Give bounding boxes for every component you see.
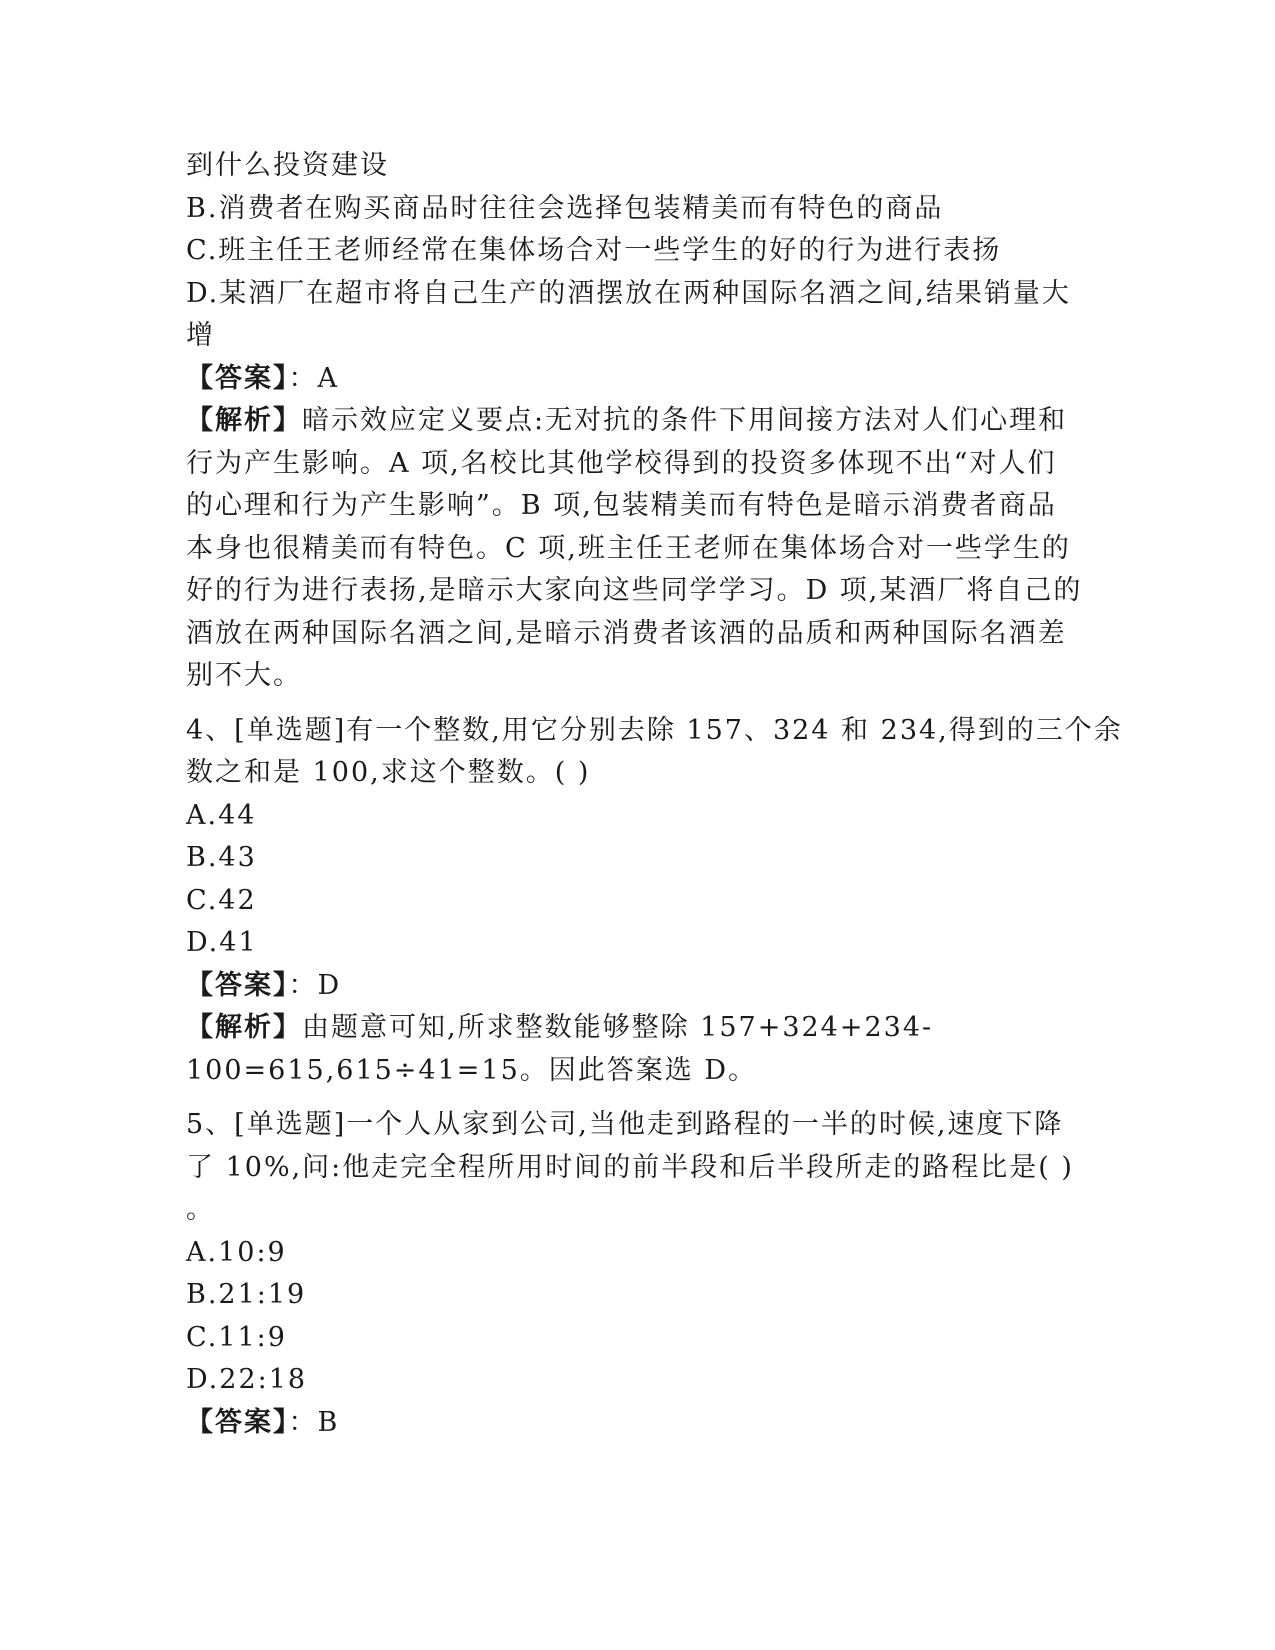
analysis-label: 【解析】 bbox=[186, 1012, 302, 1043]
option-d-continuation: 增 bbox=[186, 320, 215, 351]
analysis-text: 酒放在两种国际名酒之间,是暗示消费者该酒的品质和两种国际名酒差 bbox=[186, 617, 1067, 649]
answer-value: ：B bbox=[288, 1406, 340, 1438]
previous-question-section bbox=[186, 145, 1086, 698]
analysis-text: 100=615,615÷41=15。因此答案选 D。 bbox=[186, 1054, 757, 1086]
analysis-text: 本身也很精美而有特色。C 项,班主任王老师在集体场合对一些学生的 bbox=[186, 532, 1071, 564]
answer-label: 【答案】 bbox=[186, 969, 289, 1001]
analysis-label: 【解析】 bbox=[186, 405, 302, 436]
option-a: A.44 bbox=[186, 799, 257, 831]
analysis-text: 的心理和行为产生影响”。B 项,包装精美而有特色是暗示消费者商品 bbox=[186, 490, 1057, 521]
document-page bbox=[186, 145, 1123, 1444]
question-stem: 。 bbox=[186, 1194, 215, 1225]
option-d: D.22:18 bbox=[186, 1364, 308, 1395]
option-d: D.41 bbox=[186, 927, 258, 958]
answer-line bbox=[186, 358, 1086, 401]
analysis-text: 行为产生影响。A 项,名校比其他学校得到的投资多体现不出“对人们 bbox=[186, 447, 1057, 479]
analysis-text: 由题意可知,所求整数能够整除 157+324+234- bbox=[302, 1012, 934, 1043]
question-stem: 数之和是 100,求这个整数。( ) bbox=[186, 757, 591, 788]
question-5-section bbox=[186, 1104, 1086, 1444]
answer-label: 【答案】 bbox=[186, 1406, 289, 1438]
analysis-text: 暗示效应定义要点:无对抗的条件下用间接方法对人们心理和 bbox=[302, 405, 1068, 436]
answer-value: ：D bbox=[288, 969, 342, 1001]
option-b: B.43 bbox=[186, 842, 257, 873]
analysis-text: 别不大。 bbox=[186, 660, 302, 691]
answer-line bbox=[186, 965, 1086, 1008]
option-c: C.班主任王老师经常在集体场合对一些学生的好的行为进行表扬 bbox=[186, 235, 1002, 266]
answer-value: ：A bbox=[288, 362, 339, 394]
option-c: C.11:9 bbox=[186, 1321, 287, 1353]
option-b: B.消费者在购买商品时往往会选择包装精美而有特色的商品 bbox=[186, 192, 944, 224]
answer-line bbox=[186, 1402, 1086, 1445]
question-stem: 5、[单选题]一个人从家到公司,当他走到路程的一半的时候,速度下降 bbox=[186, 1109, 1064, 1140]
option-b: B.21:19 bbox=[186, 1279, 307, 1310]
option-a: A.10:9 bbox=[186, 1236, 287, 1268]
analysis-line bbox=[186, 1007, 1086, 1050]
question-stem: 4、[单选题]有一个整数,用它分别去除 157、324 和 234,得到的三个余 bbox=[186, 714, 1123, 746]
question-stem: 了 10%,问:他走完全程所用时间的前半段和后半段所走的路程比是( ) bbox=[186, 1151, 1074, 1183]
option-c: C.42 bbox=[186, 884, 257, 916]
analysis-line bbox=[186, 400, 1086, 443]
option-a-continuation: 到什么投资建设 bbox=[186, 150, 389, 181]
answer-label: 【答案】 bbox=[186, 362, 289, 394]
analysis-text: 好的行为进行表扬,是暗示大家向这些同学学习。D 项,某酒厂将自己的 bbox=[186, 575, 1083, 606]
option-d: D.某酒厂在超市将自己生产的酒摆放在两种国际名酒之间,结果销量大 bbox=[186, 277, 1071, 309]
question-4-section bbox=[186, 710, 1123, 1093]
